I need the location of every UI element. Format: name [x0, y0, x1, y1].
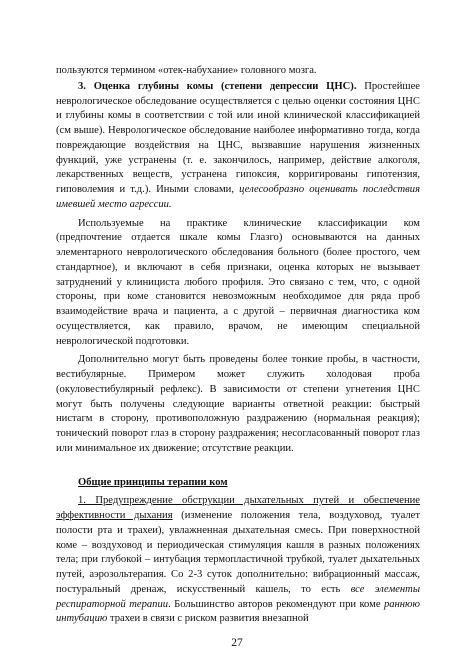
- page-number: 27: [231, 637, 243, 649]
- paragraph-vestibular-tests: Дополнительно могут быть проведены более тонкие пробы, в частности, вестибулярные. Примером может служить холодовая проба (окуловестибулярный рефлекс). В зависимости от степени угнетения ЦНС могут быть получены следующие варианты ответной реакции: быстрый нистагм в сторону, противоположную раздражению (нормальная реакция); тонический поворот глаз в сторону раздражения; несогласованный поворот глаз или минимальное их движение; отсутствие реакции.: [56, 354, 420, 454]
- underlined-principle: 1. Предупреждение обструкции дыхательных путей и обеспечение эффективности дыхания: [56, 495, 420, 521]
- subheading-coma-depth: 3. Оценка глубины комы (степени депрессии ЦНС).: [78, 80, 357, 92]
- italic-emphasis: целесообразно оценивать последствия имевшей место агрессии.: [56, 184, 420, 210]
- paragraph-text: (изменение положения тела, воздуховод, туалет полости рта и трахеи), увлажненная дыхательная смесь. При поверхностной коме – воздуховод и периодическая стимуляция кашля в разных положениях тела; при глубокой – интубация термопластичной трубкой, туалет дыхательных путей, аэрозольтерапия. Со 2-3 суток дополнительно: вибрационный массаж, постуральный дренаж, искусственный кашель, то есть: [56, 510, 420, 595]
- page-content: [56, 64, 420, 627]
- paragraph-coma-depth: [56, 80, 420, 213]
- paragraph-text: трахеи в связи с риском развития внезапной: [107, 613, 309, 625]
- italic-emphasis: раннюю интубацию: [56, 598, 420, 625]
- therapy-section: [56, 476, 420, 628]
- paragraph-text: Простейшее неврологическое обследование осуществляется с целью оценки состояния ЦНС и глубины комы в соответствии с той или иной клинической классификацией (см выше). Неврологическое обследование наиболее информативно тогда, когда повреждающие воздействия на ЦНС, вызвавшие нарушения жизненных функций, уже устранены (т. е. закончилось, например, действие алкоголя, лекарственных веществ, устранена гипоксия, корригированы гипотензия, гиповолемия и т.д.). Иными словами,: [56, 80, 420, 195]
- paragraph-continuation: пользуются термином «отек-набухание» головного мозга.: [56, 65, 317, 76]
- italic-emphasis: все элементы респираторной терапии: [56, 583, 420, 610]
- paragraph-text: . Большинство авторов рекомендуют при коме: [168, 598, 384, 610]
- section-heading: Общие принципы терапии ком: [78, 476, 228, 488]
- paragraph-classifications: Используемые на практике клинические классификации ком (предпочтение отдается шкале комы Глазго) основываются на данных элементарного неврологического обследования больного (более простого, чем стандартное), и включают в себя признаки, оценка которых не вызывает затруднений у клинициста любого профиля. Это связано с тем, что, с одной стороны, при коме становится невозможным необходимое для ряда проб взаимодействие врача и пациента, а с другой – первичная диагностика ком осуществляется, как правило, врачом, не имеющим специальной неврологической подготовки.: [56, 217, 420, 347]
- paragraph-airway: [56, 494, 420, 627]
